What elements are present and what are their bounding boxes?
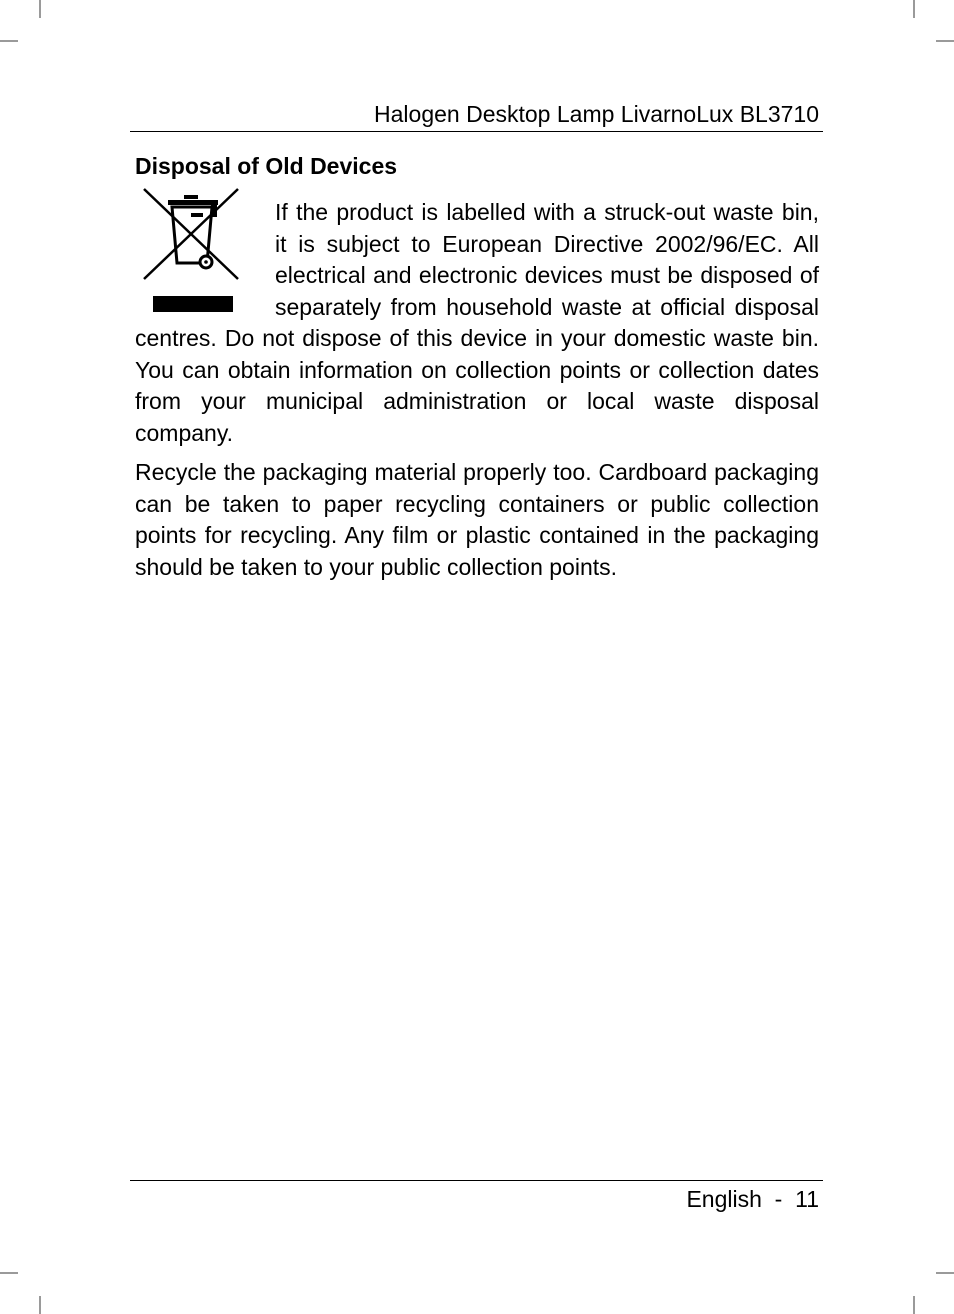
- page-content: [135, 150, 819, 583]
- crop-mark: [913, 1296, 915, 1314]
- crop-mark: [936, 40, 954, 42]
- disposal-paragraph: If the product is labelled with a struck-out waste bin, it is subject to European Directive 2002/96/EC. All electrical and electronic devices must be disposed of separately from household waste at official disposal centres. Do not dispose of this device in your domestic waste bin. You can obtain information on collection points or collection dates from your municipal administration or local waste disposal company.: [135, 199, 819, 446]
- page-header: [130, 99, 823, 132]
- crop-mark: [39, 1296, 41, 1314]
- section-title: Disposal of Old Devices: [135, 153, 398, 179]
- crop-mark: [936, 1272, 954, 1274]
- crop-mark: [913, 0, 915, 18]
- page-footer: [130, 1180, 823, 1212]
- crop-mark: [0, 40, 18, 42]
- header-title: Halogen Desktop Lamp LivarnoLux BL3710: [374, 101, 819, 127]
- packaging-paragraph: Recycle the packaging material properly too. Cardboard packaging can be taken to paper recycling containers or public collection points for recycling. Any film or plastic contained in the packaging should be taken to your public collection points.: [135, 459, 819, 580]
- crop-mark: [39, 0, 41, 18]
- page-number: English - 11: [686, 1186, 819, 1212]
- crossed-out-wheelie-bin-icon: [141, 185, 241, 313]
- crop-mark: [0, 1272, 18, 1274]
